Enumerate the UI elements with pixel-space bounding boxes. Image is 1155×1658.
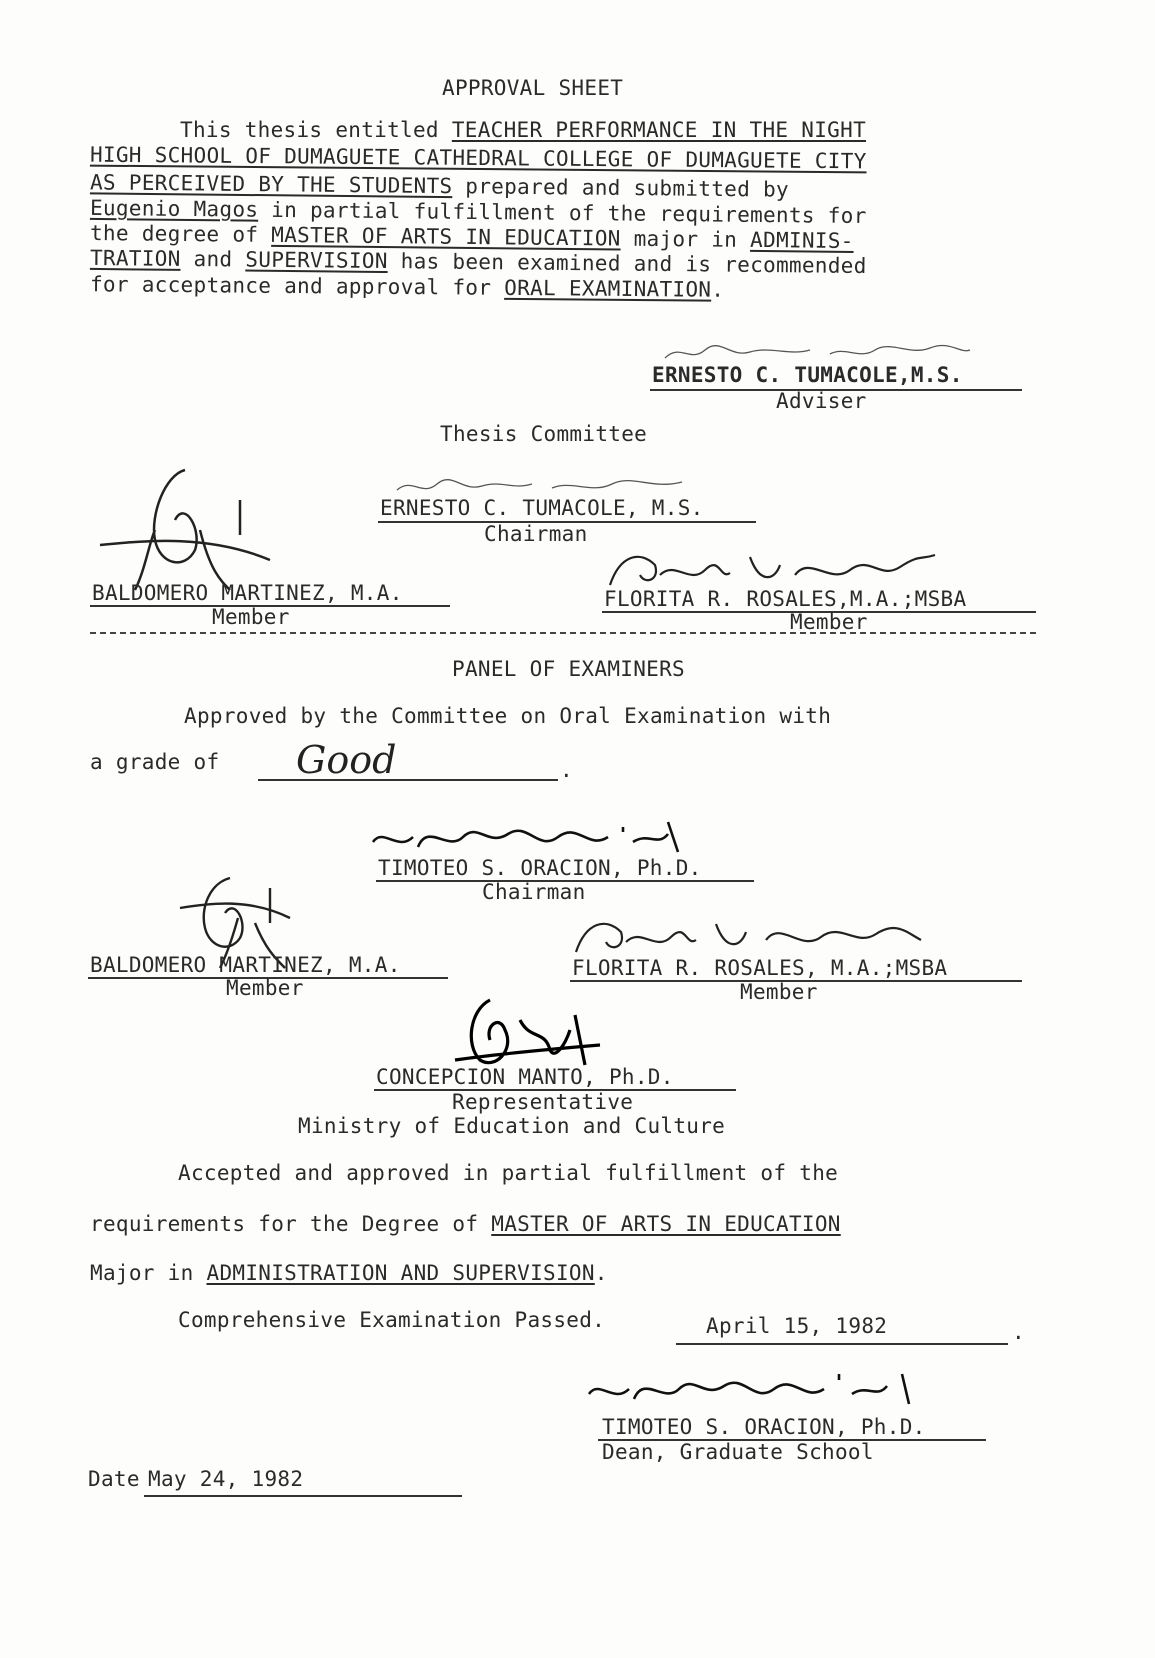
intro-period: . — [711, 277, 725, 302]
intro-line-1 — [180, 120, 866, 141]
committee-member2-name: FLORITA R. ROSALES,M.A.;MSBA — [604, 587, 967, 611]
intro-line-7 — [90, 274, 724, 301]
intro-and: and — [193, 247, 233, 272]
representative-role: Representative — [452, 1090, 634, 1114]
representative-name: CONCEPCION MANTO, Ph.D. — [376, 1065, 674, 1089]
committee-heading: Thesis Committee — [440, 422, 648, 446]
oral-examination: ORAL EXAMINATION — [504, 275, 712, 302]
comprehensive-period: . — [1012, 1320, 1025, 1344]
major-part1: ADMINIS- — [750, 227, 854, 253]
grade-line — [258, 779, 558, 781]
committee-member1-name: BALDOMERO MARTINEZ, M.A. — [92, 581, 403, 605]
panel-heading: PANEL OF EXAMINERS — [452, 657, 685, 681]
acceptance-degree: MASTER OF ARTS IN EDUCATION — [491, 1212, 841, 1236]
date-label: Date — [88, 1467, 140, 1491]
representative-org: Ministry of Education and Culture — [298, 1114, 726, 1138]
section-divider — [90, 632, 1036, 634]
committee-member2-role: Member — [790, 610, 868, 634]
comprehensive-date-line — [676, 1343, 1008, 1345]
date-line — [144, 1495, 462, 1497]
panel-chairman-role: Chairman — [482, 880, 586, 904]
date-value: May 24, 1982 — [148, 1467, 304, 1491]
dean-role: Dean, Graduate School — [602, 1440, 874, 1464]
panel-member2-role: Member — [740, 980, 818, 1004]
grade-value: Good — [296, 738, 397, 782]
comprehensive-label: Comprehensive Examination Passed. — [178, 1308, 606, 1332]
intro-line5-lead: the degree of — [89, 221, 259, 247]
major-part3: SUPERVISION — [245, 247, 388, 274]
acceptance-line2-lead: requirements for the Degree of — [90, 1212, 479, 1236]
intro-line4-rest: in partial fulfillment of the requirements for — [271, 197, 867, 229]
acceptance-major: ADMINISTRATION AND SUPERVISION — [206, 1261, 595, 1285]
panel-member1-role: Member — [226, 976, 304, 1000]
panel-member2-name: FLORITA R. ROSALES, M.A.;MSBA — [572, 956, 948, 980]
thesis-title-part3: AS PERCEIVED BY THE STUDENTS — [89, 170, 453, 199]
panel-approved-line2: a grade of — [90, 750, 220, 774]
document-heading: APPROVAL SHEET — [442, 76, 624, 100]
grade-period: . — [560, 758, 573, 782]
acceptance-line3-period: . — [594, 1261, 608, 1285]
committee-chairman-name: ERNESTO C. TUMACOLE, M.S. — [380, 496, 704, 520]
intro-line6-rest: has been examined and is recommended — [400, 249, 867, 279]
dean-name: TIMOTEO S. ORACION, Ph.D. — [602, 1415, 926, 1439]
panel-member1-name: BALDOMERO MARTINEZ, M.A. — [90, 953, 401, 977]
thesis-title-part1: TEACHER PERFORMANCE IN THE NIGHT — [451, 118, 867, 142]
acceptance-line2 — [90, 1214, 841, 1235]
adviser-role: Adviser — [776, 389, 867, 413]
intro-lead: This thesis entitled — [180, 118, 439, 142]
acceptance-line3-lead: Major in — [90, 1261, 194, 1285]
intro-line7-lead: for acceptance and approval for — [89, 272, 492, 300]
committee-chairman-role: Chairman — [484, 522, 588, 546]
committee-member1-role: Member — [212, 605, 290, 629]
panel-chairman-name: TIMOTEO S. ORACION, Ph.D. — [378, 856, 702, 880]
panel-member2-signature — [566, 912, 926, 962]
intro-prepared: prepared and submitted by — [465, 174, 790, 202]
intro-line5-mid: major in — [633, 226, 738, 252]
panel-approved-line1: Approved by the Committee on Oral Examination with — [184, 704, 832, 728]
dean-signature — [584, 1362, 924, 1422]
major-part2: TRATION — [89, 245, 181, 271]
thesis-title-part2: HIGH SCHOOL OF DUMAGUETE CATHEDRAL COLLEGE OF DUMAGUETE CITY — [89, 142, 867, 174]
acceptance-line3 — [90, 1263, 608, 1284]
degree-name: MASTER OF ARTS IN EDUCATION — [271, 222, 621, 251]
comprehensive-date: April 15, 1982 — [706, 1314, 888, 1338]
adviser-name: ERNESTO C. TUMACOLE,M.S. — [652, 363, 963, 387]
author-name: Eugenio Magos — [89, 195, 259, 222]
acceptance-line1: Accepted and approved in partial fulfillment of the — [178, 1161, 839, 1185]
